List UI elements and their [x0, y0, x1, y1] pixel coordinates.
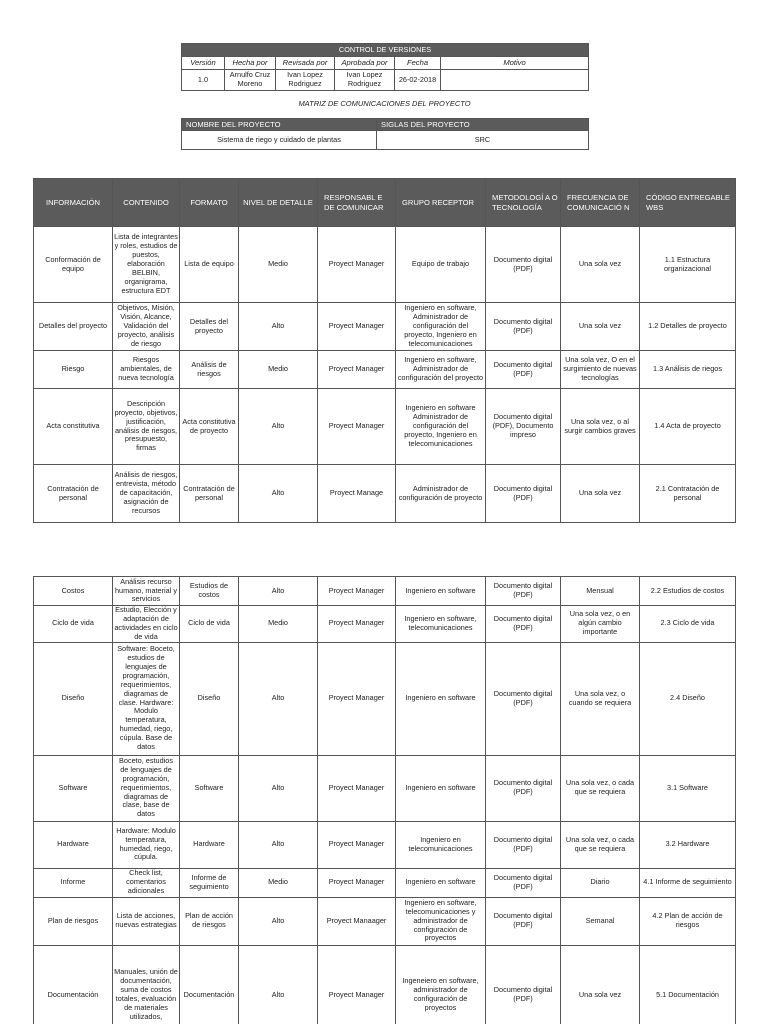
cell-metodologia: Documento digital (PDF): [486, 945, 561, 1024]
cell-nivel: Alto: [239, 389, 318, 465]
cell-contenido: Hardware: Modulo temperatura, humedad, riego, cúpula.: [113, 821, 180, 868]
cell-contenido: Objetivos, Misión, Visión, Alcance, Validación del proyecto, análisis de riesgo: [113, 303, 180, 351]
header-formato: FORMATO: [180, 179, 239, 227]
version-value: 1.0: [182, 70, 225, 91]
cell-responsable: Proyect Manager: [318, 821, 396, 868]
made-by-header: Hecha por: [225, 57, 276, 70]
cell-frecuencia: Una sola vez: [561, 945, 640, 1024]
cell-formato: Documentación: [180, 945, 239, 1024]
cell-informacion: Documentación: [34, 945, 113, 1024]
cell-formato: Lista de equipo: [180, 227, 239, 303]
cell-contenido: Análisis de riesgos, entrevista, método de capacitación, asignación de recursos: [113, 465, 180, 523]
cell-metodologia: Documento digital (PDF): [486, 868, 561, 897]
cell-codigo: 2.1 Contratación de personal: [640, 465, 736, 523]
cell-informacion: Ciclo de vida: [34, 606, 113, 643]
cell-contenido: Lista de integrantes y roles, estudios de puestos, elaboración BELBIN, organigrama, estructura EDT: [113, 227, 180, 303]
cell-grupo: Ingeniero en software: [396, 755, 486, 821]
reviewed-by-header: Revisada por: [276, 57, 335, 70]
cell-frecuencia: Una sola vez, o cada que se requiera: [561, 821, 640, 868]
version-header: Versión: [182, 57, 225, 70]
cell-formato: Plan de acción de riesgos: [180, 897, 239, 945]
cell-frecuencia: Una sola vez: [561, 227, 640, 303]
table-row: [34, 755, 736, 821]
cell-frecuencia: Diario: [561, 868, 640, 897]
cell-nivel: Medio: [239, 606, 318, 643]
cell-codigo: 1.1 Estructura organizacional: [640, 227, 736, 303]
project-info-table: [181, 118, 589, 150]
project-acronym-label: SIGLAS DEL PROYECTO: [377, 119, 589, 131]
cell-grupo: Administrador de configuración de proyecto: [396, 465, 486, 523]
cell-formato: Diseño: [180, 642, 239, 755]
cell-nivel: Alto: [239, 465, 318, 523]
table-row: [34, 465, 736, 523]
cell-frecuencia: Una sola vez: [561, 465, 640, 523]
cell-responsable: Proyect Manager: [318, 945, 396, 1024]
cell-grupo: Equipo de trabajo: [396, 227, 486, 303]
cell-metodologia: Documento digital (PDF): [486, 897, 561, 945]
cell-codigo: 1.2 Detalles de proyecto: [640, 303, 736, 351]
cell-contenido: Lista de acciones, nuevas estrategias: [113, 897, 180, 945]
cell-grupo: Ingeneiero en software, administrador de configuración de proyectos: [396, 945, 486, 1024]
table-row: [34, 577, 736, 606]
approved-by-header: Aprobada por: [335, 57, 395, 70]
cell-formato: Software: [180, 755, 239, 821]
cell-frecuencia: Semanal: [561, 897, 640, 945]
cell-formato: Hardware: [180, 821, 239, 868]
table-row: [34, 945, 736, 1024]
project-name-label: NOMBRE DEL PROYECTO: [182, 119, 377, 131]
cell-responsable: Proyect Manager: [318, 868, 396, 897]
cell-informacion: Contratación de personal: [34, 465, 113, 523]
cell-frecuencia: Una sola vez, o al surgir cambios graves: [561, 389, 640, 465]
cell-grupo: Ingeniero en software: [396, 642, 486, 755]
table-row: [34, 227, 736, 303]
cell-formato: Informe de seguimiento: [180, 868, 239, 897]
cell-formato: Detalles del proyecto: [180, 303, 239, 351]
reason-header: Motivo: [441, 57, 589, 70]
cell-informacion: Acta constitutiva: [34, 389, 113, 465]
table-row: [34, 821, 736, 868]
cell-codigo: 1.3 Análisis de riegos: [640, 351, 736, 389]
cell-grupo: Ingeniero en software: [396, 868, 486, 897]
reviewed-by-value: Ivan Lopez Rodriguez: [276, 70, 335, 91]
cell-grupo: Ingeniero en software, Administrador de configuración del proyecto: [396, 351, 486, 389]
version-control-title: CONTROL DE VERSIONES: [182, 44, 589, 57]
cell-formato: Estudios de costos: [180, 577, 239, 606]
cell-informacion: Detalles del proyecto: [34, 303, 113, 351]
cell-responsable: Proyect Manager: [318, 642, 396, 755]
header-contenido: CONTENIDO: [113, 179, 180, 227]
cell-metodologia: Documento digital (PDF): [486, 606, 561, 643]
cell-grupo: Ingeniero en software, telecomunicaciones y administrador de configuración de proyectos: [396, 897, 486, 945]
header-grupo-receptor: GRUPO RECEPTOR: [396, 179, 486, 227]
cell-informacion: Diseño: [34, 642, 113, 755]
header-informacion: INFORMACIÓN: [34, 179, 113, 227]
cell-responsable: Proyect Manager: [318, 577, 396, 606]
cell-metodologia: Documento digital (PDF): [486, 642, 561, 755]
cell-codigo: 2.4 Diseño: [640, 642, 736, 755]
matrix-title: MATRIZ DE COMUNICACIONES DEL PROYECTO: [298, 99, 471, 108]
cell-responsable: Proyect Manager: [318, 303, 396, 351]
cell-codigo: 3.1 Software: [640, 755, 736, 821]
project-name-value: Sistema de riego y cuidado de plantas: [182, 131, 377, 150]
cell-informacion: Informe: [34, 868, 113, 897]
communications-matrix-table: [33, 178, 736, 523]
cell-nivel: Medio: [239, 227, 318, 303]
table-row: [34, 389, 736, 465]
reason-value: [441, 70, 589, 91]
cell-metodologia: Documento digital (PDF): [486, 351, 561, 389]
approved-by-value: Ivan Lopez Rodriguez: [335, 70, 395, 91]
cell-metodologia: Documento digital (PDF): [486, 303, 561, 351]
made-by-value: Arnulfo Cruz Moreno: [225, 70, 276, 91]
cell-codigo: 1.4 Acta de proyecto: [640, 389, 736, 465]
date-header: Fecha: [395, 57, 441, 70]
cell-metodologia: Documento digital (PDF), Documento impreso: [486, 389, 561, 465]
header-nivel-detalle: NIVEL DE DETALLE: [239, 179, 318, 227]
cell-formato: Ciclo de vida: [180, 606, 239, 643]
cell-metodologia: Documento digital (PDF): [486, 227, 561, 303]
cell-responsable: Proyect Manager: [318, 227, 396, 303]
cell-nivel: Medio: [239, 868, 318, 897]
cell-metodologia: Documento digital (PDF): [486, 577, 561, 606]
cell-nivel: Alto: [239, 303, 318, 351]
cell-formato: Acta constitutiva de proyecto: [180, 389, 239, 465]
cell-contenido: Software: Boceto, estudios de lenguajes de programación, requerimientos, diagramas de clase. Hardware: Modulo temperatura, humedad, riego, cúpula. Base de datos: [113, 642, 180, 755]
cell-responsable: Proyect Manage: [318, 465, 396, 523]
cell-contenido: Riesgos ambientales, de nueva tecnología: [113, 351, 180, 389]
cell-metodologia: Documento digital (PDF): [486, 465, 561, 523]
cell-contenido: Check list, comentarios adicionales: [113, 868, 180, 897]
table-row: [34, 642, 736, 755]
cell-contenido: Estudio, Elección y adaptación de actividades en ciclo de vida: [114, 605, 178, 641]
cell-grupo: Ingeniero en software, Administrador de configuración del proyecto, Ingeniero en telecomunicaciones: [396, 303, 486, 351]
cell-frecuencia: Una sola vez, o en algún cambio importante: [561, 606, 640, 643]
cell-nivel: Alto: [239, 821, 318, 868]
cell-metodologia: Documento digital (PDF): [486, 755, 561, 821]
cell-informacion: Plan de riesgos: [34, 897, 113, 945]
cell-informacion: Conformación de equipo: [34, 227, 113, 303]
cell-grupo: Ingeniero en software, telecomunicaciones: [396, 606, 486, 643]
cell-codigo: 4.2 Plan de acción de riesgos: [640, 897, 736, 945]
cell-grupo: Ingeniero en software Administrador de configuración del proyecto, Ingeniero en telecomunicaciones: [396, 389, 486, 465]
cell-nivel: Alto: [239, 945, 318, 1024]
cell-responsable: Proyect Manager: [318, 755, 396, 821]
version-control-table: [181, 43, 589, 91]
table-row: [34, 303, 736, 351]
cell-formato: Análisis de riesgos: [180, 351, 239, 389]
cell-nivel: Medio: [239, 351, 318, 389]
cell-nivel: Alto: [239, 577, 318, 606]
cell-formato: Contratación de personal: [180, 465, 239, 523]
cell-codigo: 3.2 Hardware: [640, 821, 736, 868]
cell-nivel: Alto: [239, 642, 318, 755]
header-codigo-wbs: CÓDIGO ENTREGABLE WBS: [640, 179, 736, 227]
cell-codigo: 4.1 Informe de seguimiento: [640, 868, 736, 897]
cell-informacion: Hardware: [34, 821, 113, 868]
cell-frecuencia: Una sola vez, O en el surgimiento de nuevas tecnologías: [561, 351, 640, 389]
cell-responsable: Proyect Manaager: [318, 897, 396, 945]
cell-nivel: Alto: [239, 755, 318, 821]
cell-informacion: Riesgo: [34, 351, 113, 389]
cell-responsable: Proyect Manager: [318, 389, 396, 465]
project-acronym-value: SRC: [377, 131, 589, 150]
cell-informacion: Software: [34, 755, 113, 821]
cell-contenido: Descripción proyecto, objetivos, justificación, análisis de riesgos, presupuesto, firmas: [113, 389, 180, 465]
header-frecuencia: FRECUENCIA DE COMUNICACIÓ N: [561, 179, 640, 227]
header-responsable: RESPONSABL E DE COMUNICAR: [318, 179, 396, 227]
cell-responsable: Proyect Manager: [318, 606, 396, 643]
cell-codigo: 2.3 Ciclo de vida: [640, 606, 736, 643]
cell-contenido: Manuales, unión de documentación, suma de costos totales, evaluación de materiales utilizados,: [113, 945, 180, 1024]
cell-codigo: 5.1 Documentación: [640, 945, 736, 1024]
table-row: [34, 351, 736, 389]
table-row: [34, 868, 736, 897]
cell-responsable: Proyect Manager: [318, 351, 396, 389]
cell-metodologia: Documento digital (PDF): [486, 821, 561, 868]
cell-codigo: 2.2 Estudios de costos: [640, 577, 736, 606]
date-value: 26-02-2018: [395, 70, 441, 91]
cell-contenido: Boceto, estudios de lenguajes de programación, requerimientos, diagramas de clase, base de datos: [113, 755, 180, 821]
cell-informacion: Costos: [34, 577, 113, 606]
cell-frecuencia: Una sola vez: [561, 303, 640, 351]
cell-grupo: Ingeniero en telecomunicaciones: [396, 821, 486, 868]
communications-matrix-table-continued: [33, 576, 736, 1024]
cell-nivel: Alto: [239, 897, 318, 945]
cell-frecuencia: Mensual: [561, 577, 640, 606]
cell-frecuencia: Una sola vez, o cuando se requiera: [561, 642, 640, 755]
cell-grupo: Ingeniero en software: [396, 577, 486, 606]
cell-frecuencia: Una sola vez, o cada que se requiera: [561, 755, 640, 821]
table-row: [34, 897, 736, 945]
cell-contenido: Análisis recurso humano, material y servicios: [113, 577, 180, 606]
header-metodologia: METODOLOGÍ A O TECNOLOGÍA: [486, 179, 561, 227]
table-row: [34, 606, 736, 643]
